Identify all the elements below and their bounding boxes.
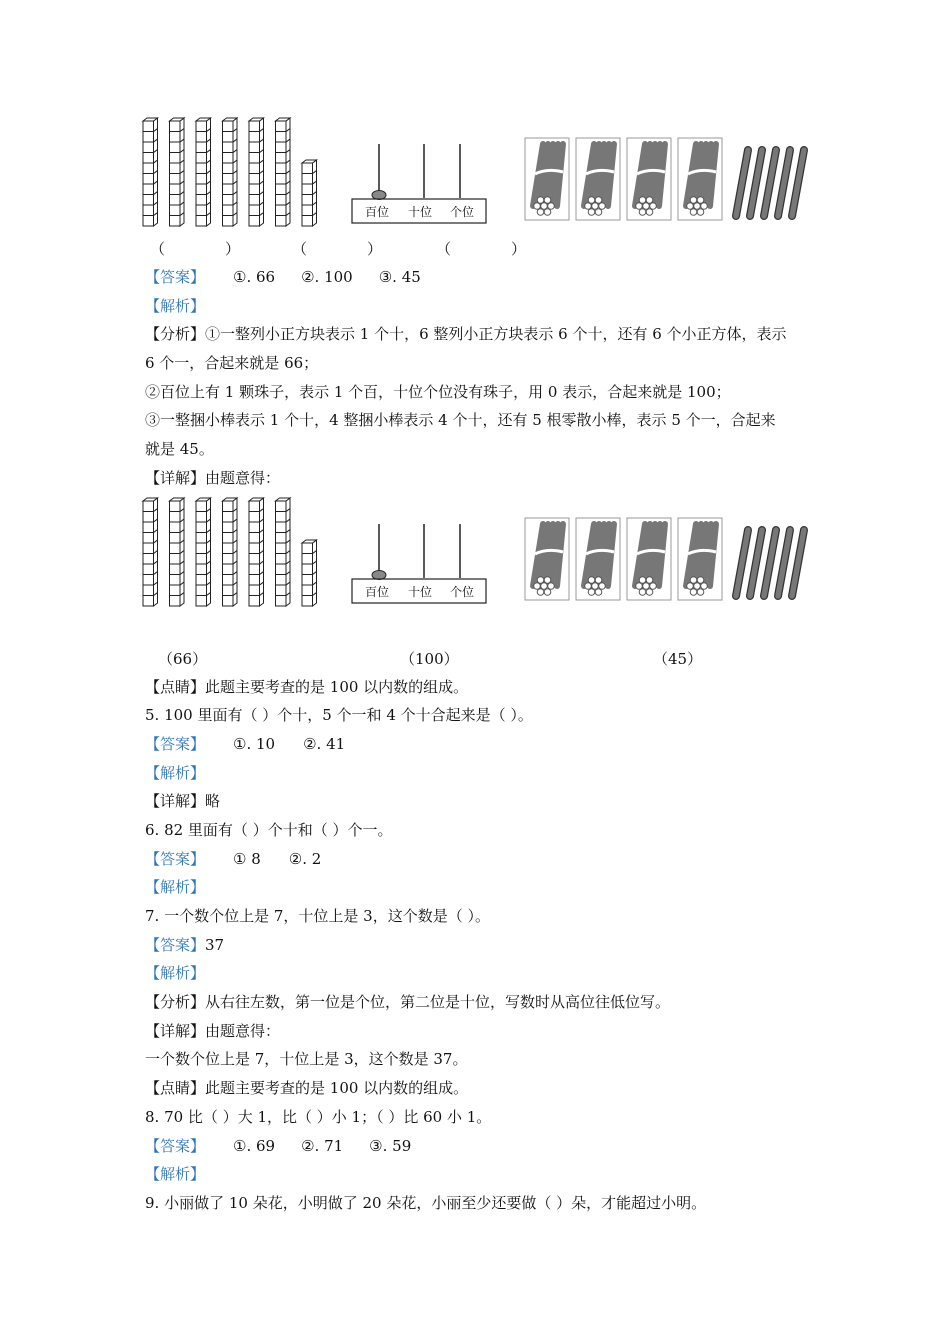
cube (223, 184, 234, 195)
abacus-labels-1 (352, 199, 486, 223)
cube (302, 596, 313, 607)
cube (249, 142, 260, 153)
cube (143, 174, 154, 185)
cube (223, 195, 234, 206)
cube (302, 205, 313, 216)
cube (276, 554, 287, 565)
q4-analysis-line-5: 就是 45。 (145, 440, 214, 458)
cube (196, 205, 207, 216)
cube (249, 554, 260, 565)
cube (223, 153, 234, 164)
cube (276, 501, 287, 512)
cube (223, 533, 234, 544)
cube (302, 564, 313, 575)
q4-note: 【点睛】此题主要考查的是 100 以内数的组成。 (145, 678, 469, 696)
cube (170, 153, 181, 164)
cube (196, 522, 207, 533)
cube (276, 121, 287, 132)
cube (170, 575, 181, 586)
cube (249, 184, 260, 195)
ones-label: 个位 (450, 205, 475, 219)
q5-answer-line: 【答案】 ①. 10 ②. 41 (145, 735, 346, 753)
cube (143, 596, 154, 607)
cube (196, 575, 207, 586)
q7-analysis: 【分析】从右往左数，第一位是个位，第二位是十位，写数时从高位往低位写。 (145, 993, 671, 1011)
cube (249, 174, 260, 185)
cube (196, 132, 207, 143)
cube (276, 184, 287, 195)
ones-label: 个位 (450, 585, 475, 599)
q4-analysis-tag: 【解析】 (145, 297, 206, 315)
cube (276, 132, 287, 143)
tens-label: 十位 (408, 585, 433, 599)
cube (276, 153, 287, 164)
cube (170, 512, 181, 523)
cube (276, 195, 287, 206)
cube (196, 533, 207, 544)
cube (249, 501, 260, 512)
cube (249, 205, 260, 216)
q6-answer-line: 【答案】 ① 8 ②. 2 (145, 850, 322, 868)
q4-analysis-line-3: ②百位上有 1 颗珠子，表示 1 个百，十位个位没有珠子，用 0 表示，合起来就是 100； (145, 383, 731, 401)
cube (223, 554, 234, 565)
cube (143, 153, 154, 164)
cube (223, 543, 234, 554)
cube (276, 205, 287, 216)
cube (276, 512, 287, 523)
cube-columns-figure-1 (140, 112, 325, 230)
cube (143, 585, 154, 596)
q4-analysis-line-1: 【分析】①一整列小正方块表示 1 个十，6 整列小正方块表示 6 个十，还有 6 个小正方体，表示 (145, 325, 787, 343)
cube (143, 121, 154, 132)
cube (170, 533, 181, 544)
cube (170, 174, 181, 185)
cube (223, 575, 234, 586)
cube (276, 596, 287, 607)
hundreds-label: 百位 (365, 585, 390, 599)
cube (223, 132, 234, 143)
cube (170, 142, 181, 153)
q5-analysis-tag: 【解析】 (145, 764, 206, 782)
blank-1: （ ） (150, 240, 241, 258)
cube (170, 216, 181, 227)
cube (302, 575, 313, 586)
q7-detail-line: 一个数个位上是 7，十位上是 3，这个数是 37。 (145, 1050, 468, 1068)
cube (196, 564, 207, 575)
cube (302, 163, 313, 174)
cube (196, 554, 207, 565)
cube (223, 121, 234, 132)
cube (249, 121, 260, 132)
cube (223, 522, 234, 533)
cube (276, 522, 287, 533)
cube (143, 564, 154, 575)
cube (143, 501, 154, 512)
cube (249, 153, 260, 164)
cube (249, 543, 260, 554)
cube-columns-figure-2 (140, 492, 325, 610)
cube (223, 512, 234, 523)
stick-bundles-figure-2 (522, 516, 812, 604)
cube (223, 205, 234, 216)
cube (143, 533, 154, 544)
cube (196, 596, 207, 607)
cube (196, 543, 207, 554)
cube (196, 195, 207, 206)
q5-detail: 【详解】略 (145, 792, 221, 810)
cube (143, 195, 154, 206)
q5-question: 5. 100 里面有（ ）个十，5 个一和 4 个十合起来是（ ）。 (145, 706, 533, 724)
cube (170, 184, 181, 195)
cube (170, 554, 181, 565)
cube (143, 184, 154, 195)
cube (143, 512, 154, 523)
q8-answer-line: 【答案】 ①. 69 ②. 71 ③. 59 (145, 1137, 412, 1155)
cube (276, 533, 287, 544)
cube (223, 564, 234, 575)
tens-label: 十位 (408, 205, 433, 219)
cube (170, 195, 181, 206)
cube (170, 132, 181, 143)
q7-answer-line: 【答案】37 (145, 936, 225, 954)
cube (276, 216, 287, 227)
cube (302, 195, 313, 206)
cube (302, 216, 313, 227)
cube (302, 543, 313, 554)
cube (170, 501, 181, 512)
cube (302, 585, 313, 596)
blank-2: （ ） (292, 240, 383, 258)
cube (249, 216, 260, 227)
cube (196, 512, 207, 523)
cube (143, 163, 154, 174)
q8-question: 8. 70 比（ ）大 1，比（ ）小 1；（ ）比 60 小 1。 (145, 1108, 492, 1126)
cube (302, 184, 313, 195)
cube (170, 564, 181, 575)
q8-analysis-tag: 【解析】 (145, 1165, 206, 1183)
cube (302, 174, 313, 185)
cube (276, 142, 287, 153)
cube (276, 163, 287, 174)
cube (223, 585, 234, 596)
q4-answer-line: 【答案】 ①. 66 ②. 100 ③. 45 (145, 268, 421, 286)
cube (143, 216, 154, 227)
cube (302, 554, 313, 565)
cube (249, 522, 260, 533)
abacus-labels-2 (352, 579, 486, 603)
cube (276, 575, 287, 586)
figure2-label-66: （66） (158, 650, 208, 668)
q7-note: 【点睛】此题主要考查的是 100 以内数的组成。 (145, 1079, 469, 1097)
cube (223, 596, 234, 607)
cube (143, 132, 154, 143)
cube (196, 163, 207, 174)
cube (143, 554, 154, 565)
cube (223, 216, 234, 227)
cube (249, 564, 260, 575)
cube (170, 205, 181, 216)
cube (249, 163, 260, 174)
cube (223, 142, 234, 153)
q9-question: 9. 小丽做了 10 朵花，小明做了 20 朵花，小丽至少还要做（ ）朵，才能超过小明。 (145, 1194, 707, 1212)
cube (249, 512, 260, 523)
q4-detail: 【详解】由题意得： (145, 469, 281, 487)
cube (276, 174, 287, 185)
cube (170, 163, 181, 174)
cube (196, 585, 207, 596)
cube (143, 142, 154, 153)
cube (276, 564, 287, 575)
cube (276, 543, 287, 554)
blank-3: （ ） (436, 240, 527, 258)
q6-question: 6. 82 里面有（ ）个十和（ ）个一。 (145, 821, 393, 839)
cube (249, 533, 260, 544)
figure2-label-45: （45） (653, 650, 703, 668)
q7-detail: 【详解】由题意得： (145, 1022, 281, 1040)
cube (249, 585, 260, 596)
cube (143, 522, 154, 533)
cube (170, 121, 181, 132)
q7-question: 7. 一个数个位上是 7，十位上是 3，这个数是（ ）。 (145, 907, 490, 925)
q4-analysis-line-2: 6 个一，合起来就是 66； (145, 354, 319, 372)
cube (223, 174, 234, 185)
cube (196, 216, 207, 227)
cube (196, 121, 207, 132)
cube (170, 596, 181, 607)
q4-analysis-line-4: ③一整捆小棒表示 1 个十，4 整捆小棒表示 4 个十，还有 5 根零散小棒，表示 5 个一，合起来 (145, 411, 776, 429)
q6-analysis-tag: 【解析】 (145, 878, 206, 896)
cube (249, 596, 260, 607)
cube (249, 575, 260, 586)
cube (223, 163, 234, 174)
stick-bundles-figure-1 (522, 136, 812, 224)
cube (196, 501, 207, 512)
cube (143, 543, 154, 554)
hundreds-label: 百位 (365, 205, 390, 219)
cube (249, 132, 260, 143)
cube (223, 501, 234, 512)
cube (196, 153, 207, 164)
cube (276, 585, 287, 596)
cube (196, 142, 207, 153)
cube (196, 184, 207, 195)
cube (170, 522, 181, 533)
q7-analysis-tag: 【解析】 (145, 964, 206, 982)
cube (249, 195, 260, 206)
figure2-label-100: （100） (400, 650, 459, 668)
cube (170, 543, 181, 554)
cube (196, 174, 207, 185)
cube (143, 575, 154, 586)
cube (170, 585, 181, 596)
cube (143, 205, 154, 216)
